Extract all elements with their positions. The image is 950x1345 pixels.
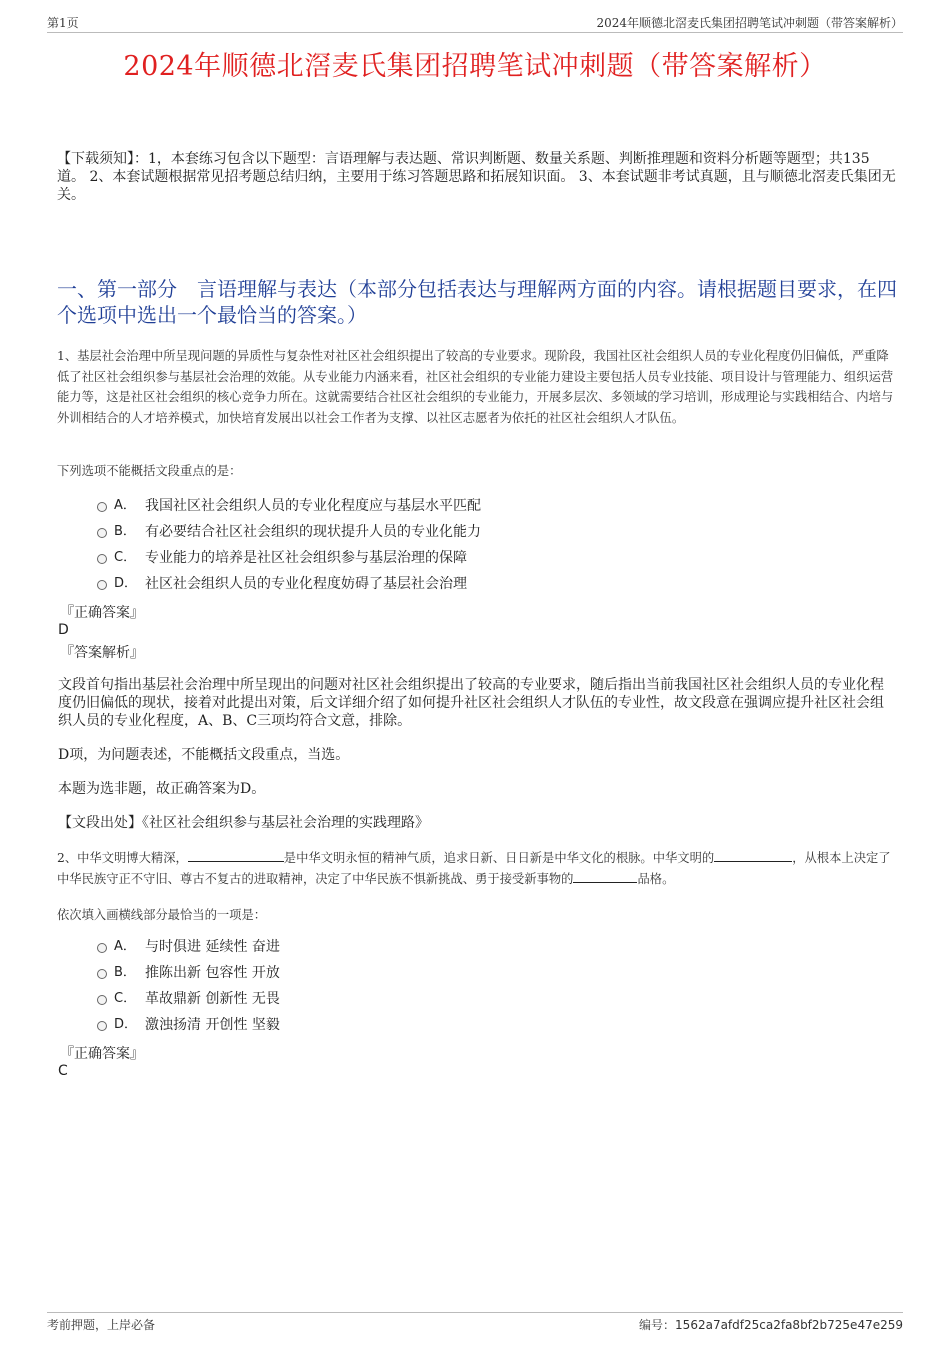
radio-icon[interactable] xyxy=(97,554,107,564)
footer-slogan: 考前押题，上岸必备 xyxy=(47,1318,156,1332)
question-1-answer-label: 『正确答案』 xyxy=(60,605,144,621)
fill-blank xyxy=(714,849,792,862)
fill-blank xyxy=(573,870,637,883)
radio-icon[interactable] xyxy=(97,995,107,1005)
download-notice: 【下载须知】：1，本套练习包含以下题型：言语理解与表达题、常识判断题、数量关系题、判断推理题和资料分析题等题型；共135道。 2、本套试题根据常见招考题总结归纳，主要用于练习答题思路和拓展知识面。 3、本套试题非考试真题，且与顺德北滘麦氏集团无关。 xyxy=(57,151,896,203)
radio-icon[interactable] xyxy=(97,580,107,590)
radio-icon[interactable] xyxy=(97,528,107,538)
fill-blank xyxy=(188,849,284,862)
question-1-answer: D xyxy=(58,622,69,638)
question-1-analysis-paragraph: 文段首句指出基层社会治理中所呈现出的问题对社区社会组织提出了较高的专业要求，随后指出当前我国社区社会组织人员的专业化程度仍旧偏低的现状，接着对此提出对策，后文详细介绍了如何提升社区社会组织人才队伍的专业性，故文段意在强调应提升社区社会组织人员的专业化程度，A、B、C三项均符合文意，排除。 xyxy=(58,677,884,729)
page-number: 第1页 xyxy=(47,16,79,30)
question-2-answer-label: 『正确答案』 xyxy=(60,1046,144,1062)
question-1-source: 【文段出处】《社区社会组织参与基层社会治理的实践理路》 xyxy=(58,815,429,831)
question-1-prompt: 下列选项不能概括文段重点的是： xyxy=(57,464,242,478)
section-title: 一、第一部分 言语理解与表达（本部分包括表达与理解两方面的内容。请根据题目要求，在四个选项中选出一个最恰当的答案。） xyxy=(57,277,897,327)
question-1-analysis-label: 『答案解析』 xyxy=(60,645,144,661)
question-1-analysis-paragraph: 本题为选非题，故正确答案为D。 xyxy=(58,781,266,797)
radio-icon[interactable] xyxy=(97,502,107,512)
question-2-stem: 2、中华文明博大精深， 是中华文明永恒的精神气质，追求日新、日日新是中华文化的根脉。中华文明的 ，从根本上决定了中华民族守正不守旧、尊古不复古的进取精神，决定了中华民族不惧新挑战、勇于接受新事物的 品格。 xyxy=(57,851,891,886)
document-title: 2024年顺德北滘麦氏集团招聘笔试冲刺题（带答案解析） xyxy=(123,51,827,82)
question-1-stem: 1、基层社会治理中所呈现问题的异质性与复杂性对社区社会组织提出了较高的专业要求。现阶段，我国社区社会组织人员的专业化程度仍旧偏低，严重降低了社区社会组织参与基层社会治理的效能。从专业能力内涵来看，社区社会组织的专业能力建设主要包括人员专业技能、项目设计与管理能力、组织运营能力等，这是社区社会组织的核心竞争力所在。这就需要结合社区社会组织的专业能力，开展多层次、多领域的学习培训，形成理论与实践相结合、内培与外训相结合的人才培养模式，加快培育发展出以社会工作者为支撑、以社区志愿者为依托的社区社会组织人才队伍。 xyxy=(57,349,894,425)
document-code: 编号：1562a7afdf25ca2fa8bf2b725e47e259 xyxy=(639,1318,903,1332)
page-footer xyxy=(47,1312,903,1333)
question-1-analysis-paragraph: D项，为问题表述，不能概括文段重点，当选。 xyxy=(58,747,350,763)
question-2-answer: C xyxy=(58,1063,68,1079)
question-2-prompt: 依次填入画横线部分最恰当的一项是： xyxy=(57,908,267,922)
radio-icon[interactable] xyxy=(97,969,107,979)
radio-icon[interactable] xyxy=(97,943,107,953)
header-doc-title: 2024年顺德北滘麦氏集团招聘笔试冲刺题（带答案解析） xyxy=(596,16,903,30)
radio-icon[interactable] xyxy=(97,1021,107,1031)
page-header xyxy=(47,14,903,33)
